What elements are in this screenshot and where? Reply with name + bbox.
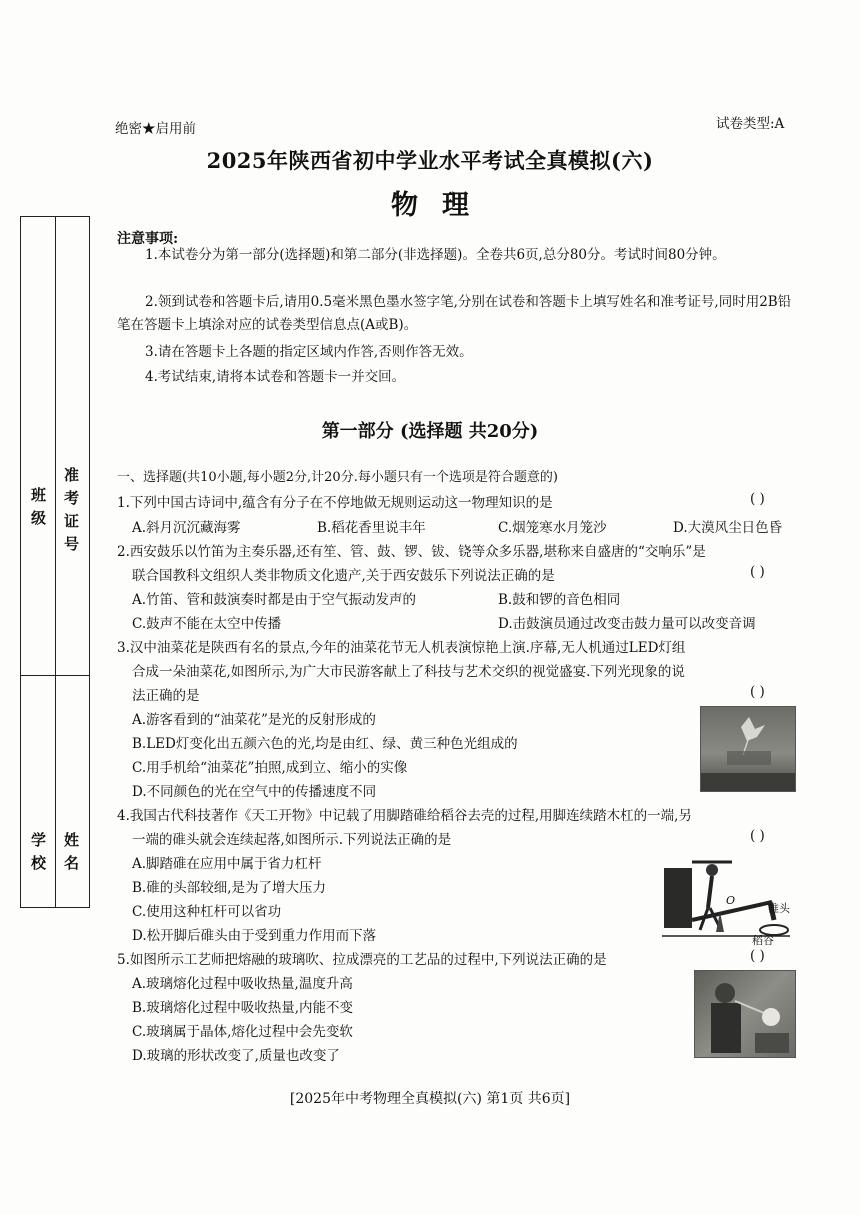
question-stem: 合成一朵油菜花,如图所示,为广大市民游客献上了科技与艺术交织的视觉盛宴.下列光现象的说	[132, 664, 685, 680]
option: B.稻花香里说丰年	[317, 520, 426, 536]
answer-paren: ( )	[750, 491, 765, 507]
drone-flower-image	[701, 707, 795, 791]
question-stem: 法正确的是	[132, 688, 200, 704]
option: C.鼓声不能在太空中传播	[132, 616, 282, 632]
notice-item: 1.本试卷分为第一部分(选择题)和第二部分(非选择题)。全卷共6页,总分80分。考试时间80分钟。	[145, 247, 726, 263]
notice-item: 2.领到试卷和答题卡后,请用0.5毫米黑色墨水签字笔,分别在试卷和答题卡上填写姓名和准考证号,同时用2B铅笔在答题卡上填涂对应的试卷类型信息点(A或B)。	[117, 294, 792, 333]
notice-heading: 注意事项:	[117, 231, 179, 247]
glassblower-image	[695, 971, 795, 1057]
option: A.玻璃熔化过程中吸收热量,温度升高	[132, 976, 353, 992]
option: D.松开脚后碓头由于受到重力作用而下落	[132, 928, 377, 944]
notice-item: 3.请在答题卡上各题的指定区域内作答,否则作答无效。	[145, 344, 473, 360]
name-label: 姓名	[62, 832, 80, 878]
school-label: 学校	[29, 832, 47, 878]
option: B.LED灯变化出五颜六色的光,均是由红、绿、黄三种色光组成的	[132, 736, 518, 752]
question-stem: 5.如图所示工艺师把熔融的玻璃吹、拉成漂亮的工艺品的过程中,下列说法正确的是	[117, 952, 607, 968]
section-instruction: 一、选择题(共10小题,每小题2分,计20分.每小题只有一个选项是符合题意的)	[117, 470, 558, 485]
question-stem: 联合国教科文组织人类非物质文化遗产,关于西安鼓乐下列说法正确的是	[132, 568, 555, 584]
option: D.击鼓演员通过改变击鼓力量可以改变音调	[498, 616, 756, 632]
glassblowing-photo	[694, 970, 796, 1058]
grain-label: 稻谷	[752, 934, 774, 947]
fulcrum-label: O	[726, 894, 736, 907]
option: B.鼓和锣的音色相同	[498, 592, 621, 608]
question-stem: 一端的碓头就会连续起落,如图所示.下列说法正确的是	[132, 832, 452, 848]
option: A.竹笛、管和鼓演奏时都是由于空气振动发声的	[132, 592, 417, 608]
option: C.玻璃属于晶体,熔化过程中会先变软	[132, 1024, 353, 1040]
option: C.烟笼寒水月笼沙	[498, 520, 607, 536]
answer-paren: ( )	[750, 684, 765, 700]
question-stem: 2.西安鼓乐以竹笛为主奏乐器,还有笙、管、鼓、锣、钹、铙等众多乐器,堪称来自盛唐的“交响乐”是	[117, 544, 706, 560]
option: C.使用这种杠杆可以省功	[132, 904, 282, 920]
paper-type: 试卷类型:A	[716, 116, 785, 132]
exam-number-label: 准考证号	[62, 467, 80, 559]
option: A.脚踏碓在应用中属于省力杠杆	[132, 856, 322, 872]
option: D.玻璃的形状改变了,质量也改变了	[132, 1048, 340, 1064]
notice-item: 4.考试结束,请将本试卷和答题卡一并交回。	[145, 369, 406, 385]
subject-title: 物理	[391, 190, 493, 221]
option: A.斜月沉沉藏海雾	[132, 520, 241, 536]
class-label: 班级	[29, 487, 47, 533]
student-info-box	[20, 216, 90, 908]
page-footer: [2025年中考物理全真模拟(六) 第1页 共6页]	[289, 1091, 571, 1107]
page-title: 2025年陕西省初中学业水平考试全真模拟(六)	[206, 148, 654, 173]
option: B.碓的头部较细,是为了增大压力	[132, 880, 327, 896]
question-stem: 4.我国古代科技著作《天工开物》中记载了用脚踏碓给稻谷去壳的过程,用脚连续踏木杠的一端,另	[117, 808, 692, 824]
answer-paren: ( )	[750, 564, 765, 580]
option: D.不同颜色的光在空气中的传播速度不同	[132, 784, 377, 800]
answer-paren: ( )	[750, 948, 765, 964]
option: B.玻璃熔化过程中吸收热量,内能不变	[132, 1000, 354, 1016]
question-stem: 1.下列中国古诗词中,蕴含有分子在不停地做无规则运动这一物理知识的是	[117, 495, 553, 511]
answer-paren: ( )	[750, 828, 765, 844]
pestle-figure	[662, 850, 802, 946]
section-title: 第一部分 (选择题 共20分)	[321, 421, 539, 442]
question-stem: 3.汉中油菜花是陕西有名的景点,今年的油菜花节无人机表演惊艳上演.序幕,无人机通过LED灯组	[117, 640, 686, 656]
pestle-head-label: 碓头	[768, 902, 790, 915]
option: A.游客看到的“油菜花”是光的反射形成的	[132, 712, 376, 728]
drone-show-photo	[700, 706, 796, 792]
option: C.用手机给“油菜花”拍照,成到立、缩小的实像	[132, 760, 408, 776]
secret-label: 绝密★启用前	[115, 121, 196, 137]
option: D.大漠风尘日色昏	[673, 520, 783, 536]
